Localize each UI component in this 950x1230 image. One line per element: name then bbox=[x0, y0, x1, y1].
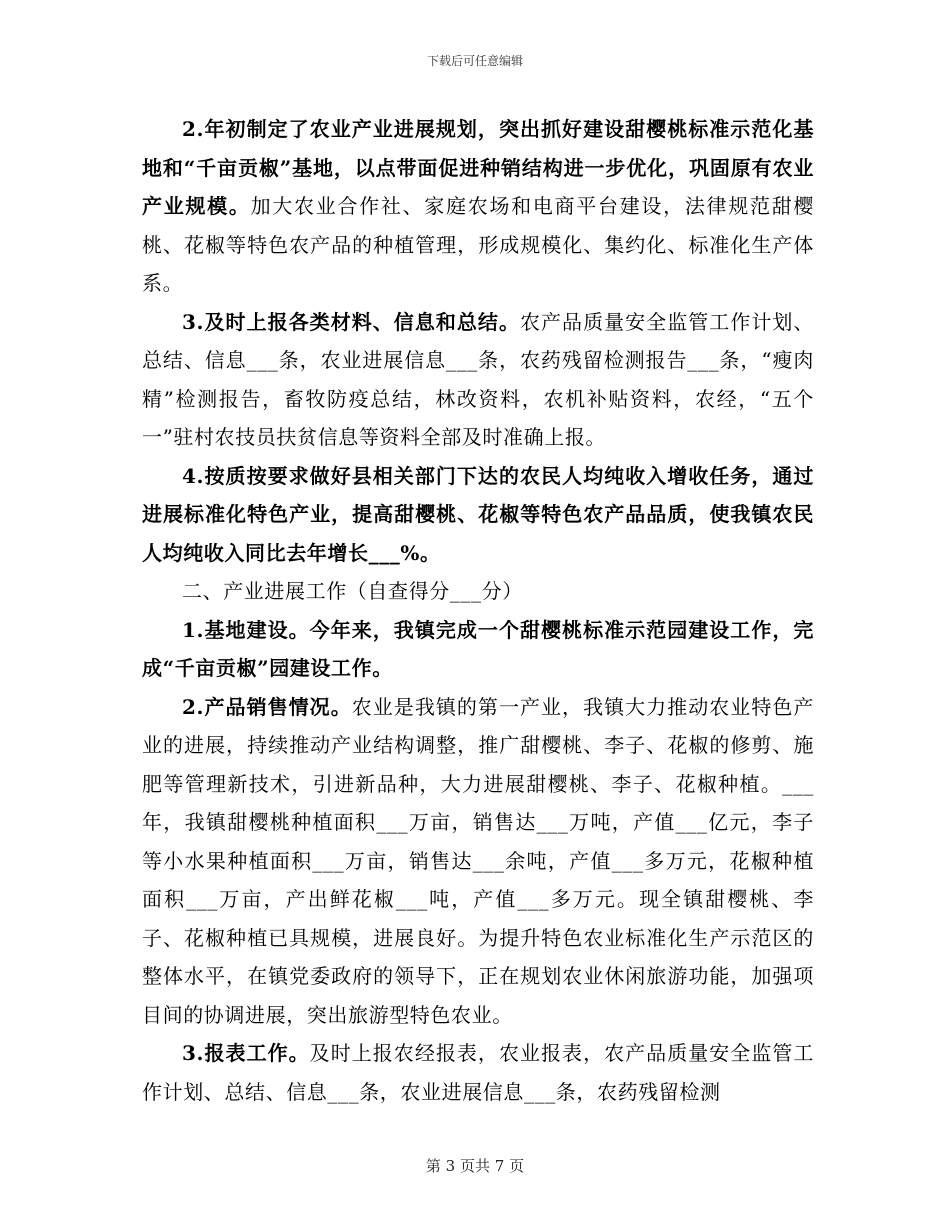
paragraph-text: 加大农业合作社、家庭农场和电商平台建设，法律规范甜樱桃、花椒等特色农产品的种植管理，形成规模化、集约化、标准化生产体系。 bbox=[142, 194, 815, 295]
paragraph-lead: 2.产品销售情况。 bbox=[182, 694, 352, 719]
paragraph-text: 农产品质量安全监管工作计划、总结、信息___条，农业进展信息___条，农药残留检测报告___条，“瘦肉精”检测报告，畜牧防疫总结，林改资料，农机补贴资料，农经，“五个一”驻村农技员扶贫信息等资料全部及时准确上报。 bbox=[142, 309, 814, 449]
page-header: 下载后可任意编辑 bbox=[426, 54, 523, 68]
paragraph-lead: 3.及时上报各类材料、信息和总结。 bbox=[182, 309, 520, 334]
section-paragraph-2 bbox=[142, 688, 814, 1035]
document-body bbox=[142, 110, 814, 1111]
paragraph-text: 及时上报农经报表，农业报表，农产品质量安全监管工作计划、总结、信息___条，农业进展信息___条，农药残留检测 bbox=[142, 1041, 814, 1104]
paragraph-2 bbox=[142, 110, 814, 303]
paragraph-lead: 3.报表工作。 bbox=[182, 1041, 310, 1065]
section-heading: 二、产业进展工作（自查得分___分） bbox=[182, 579, 523, 603]
paragraph-lead: 1.基地建设。今年来，我镇完成一个甜樱桃标准示范园建设工作，完成“千亩贡椒”园建设工作。 bbox=[142, 617, 814, 680]
page-footer: 第 3 页共 7 页 bbox=[425, 1157, 525, 1175]
paragraph-lead: 2.年初制定了农业产业进展规划，突出抓好建设甜樱桃标准示范化基地和“千亩贡椒”基地，以点带面促进种销结构进一步优化，巩固原有农业产业规模。 bbox=[142, 117, 814, 218]
paragraph-lead: 4.按质按要求做好县相关部门下达的农民人均纯收入增收任务，通过进展标准化特色产业，提高甜樱桃、花椒等特色农产品品质，使我镇农民人均纯收入同比去年增长___%。 bbox=[142, 463, 814, 565]
paragraph-text: 农业是我镇的第一产业，我镇大力推动农业特色产业的进展，持续推动产业结构调整，推广甜樱桃、李子、花椒的修剪、施肥等管理新技术，引进新品种，大力进展甜樱桃、李子、花椒种植。___年，我镇甜樱桃种植面积___万亩，销售达___万吨，产值___亿元，李子等小水果种植面积___万亩，销售达___余吨，产值___多万元，花椒种植面积___万亩，产出鲜花椒___吨，产值___多万元。现全镇甜樱桃、李子、花椒种植已具规模，进展良好。为提升特色农业标准化生产示范区的整体水平，在镇党委政府的领导下，正在规划农业休闲旅游功能，加强项目间的协调进展，突出旅游型特色农业。 bbox=[142, 694, 814, 1027]
paragraph-3 bbox=[142, 303, 814, 457]
paragraph-4 bbox=[142, 457, 814, 573]
section-paragraph-3 bbox=[142, 1034, 814, 1111]
section-paragraph-1 bbox=[142, 611, 814, 688]
